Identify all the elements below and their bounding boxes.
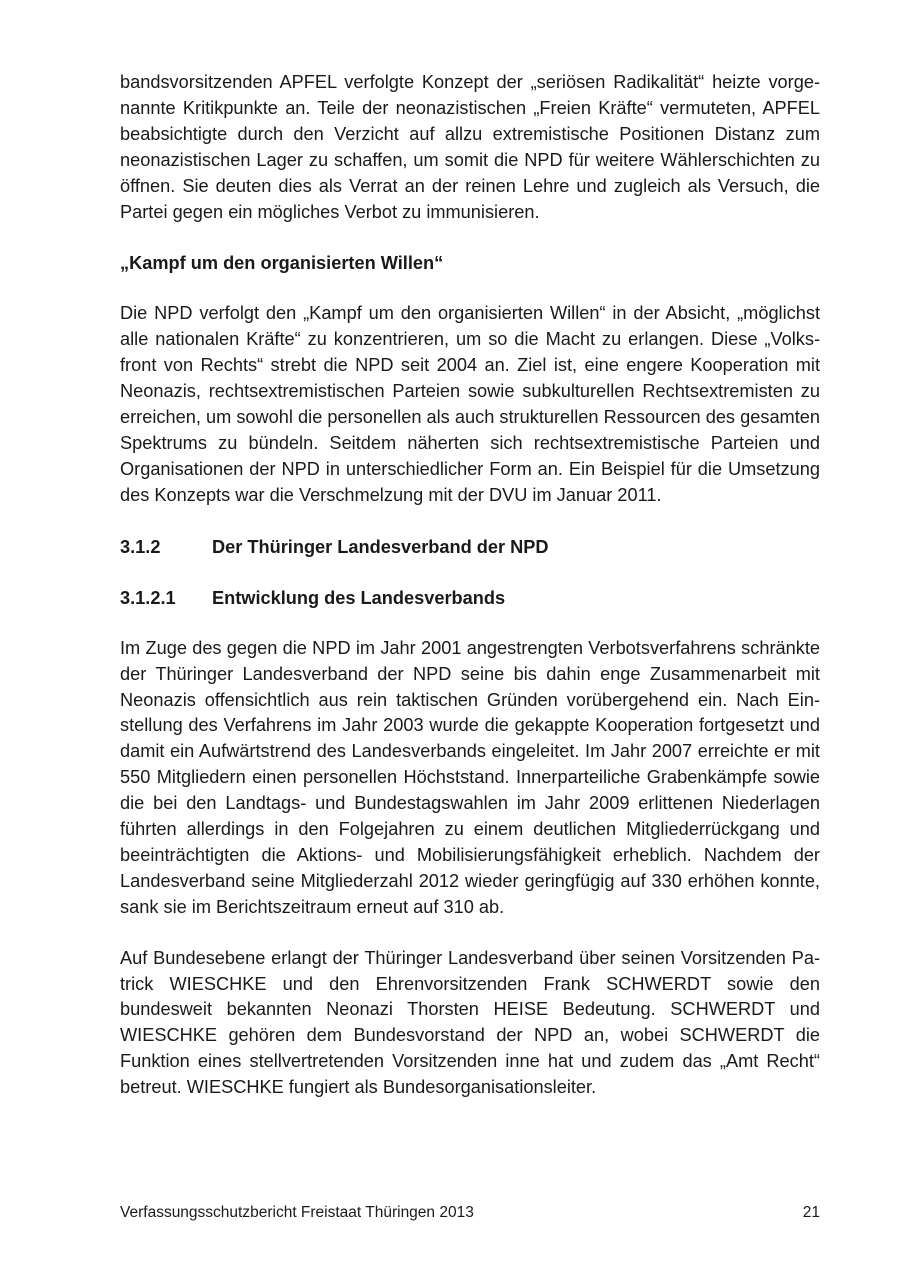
section-title: Entwicklung des Landesverbands <box>212 587 506 608</box>
page-footer <box>120 1203 820 1223</box>
section-title: Der Thüringer Landesverband der NPD <box>212 536 549 557</box>
page-content <box>120 70 820 1101</box>
paragraph-apfel-konzept: bandsvorsitzenden APFEL verfolgte Konzept der „seriösen Radikalität“ heizte vorgenannte Kritikpunkte an. Teile der neonazistischen „Freien Kräfte“ vermuteten, APFEL beabsichtigte durch den Verzicht auf allzu extremistische Positionen Distanz zum neonazistischen Lager zu schaffen, um somit die NPD für weitere Wählerschichten zu öffnen. Sie deuten dies als Verrat an der reinen Lehre und zugleich als Versuch, die Partei gegen ein mögliches Verbot zu immunisieren. <box>120 72 820 222</box>
page-number: 21 <box>802 1204 820 1221</box>
paragraph-volksfront-von-rechts: Die NPD verfolgt den „Kampf um den organisierten Willen“ in der Absicht, „möglichst alle nationalen Kräfte“ zu konzentrieren, um so die Macht zu erlangen. Diese „Volksfront von Rechts“ strebt die NPD seit 2004 an. Ziel ist, eine engere Kooperation mit Neonazis, rechtsextremistischen Parteien sowie subkulturellen Rechtsextremisten zu erreichen, um sowohl die personellen als auch strukturellen Ressourcen des gesamten Spektrums zu bündeln. Seitdem näherten sich rechtsextremistische Parteien und Organisationen der NPD in unterschiedlicher Form an. Ein Beispiel für die Umsetzung des Konzepts war die Verschmelzung mit der DVU im Januar 2011. <box>120 303 820 505</box>
footer-publication-title: Verfassungsschutzbericht Freistaat Thüringen 2013 <box>120 1204 474 1221</box>
section-number: 3.1.2 <box>120 536 161 557</box>
subheading-kampf-um-den-organisierten-willen: „Kampf um den organisierten Willen“ <box>120 253 444 274</box>
paragraph-bundesebene: Auf Bundesebene erlangt der Thüringer Landesverband über seinen Vorsitzenden Patrick WIESCHKE und den Ehrenvorsitzenden Frank SCHWERDT sowie den bundesweit bekannten Neonazi Thorsten HEISE Bedeutung. SCHWERDT und WIESCHKE gehören dem Bundesvorstand der NPD an, wobei SCHWERDT die Funktion eines stellvertretenden Vorsitzenden inne hat und zudem das „Amt Recht“ betreut. WIESCHKE fungiert als Bundesorganisationsleiter. <box>120 947 820 1098</box>
section-heading-3-1-2-1 <box>120 585 820 611</box>
section-number: 3.1.2.1 <box>120 587 176 608</box>
section-heading-3-1-2 <box>120 534 820 560</box>
paragraph-entwicklung-landesverband: Im Zuge des gegen die NPD im Jahr 2001 angestrengten Verbotsverfahrens schränkte der Thüringer Landesverband der NPD seine bis dahin enge Zusammenarbeit mit Neonazis offensichtlich aus rein taktischen Gründen vorübergehend ein. Nach Einstellung des Verfahrens im Jahr 2003 wurde die gekappte Kooperation fortgesetzt und damit ein Aufwärtstrend des Landesverbands eingeleitet. Im Jahr 2007 erreichte er mit 550 Mitgliedern einen personellen Höchststand. Innerparteiliche Grabenkämpfe sowie die bei den Landtags- und Bundestagswahlen im Jahr 2009 erlittenen Niederlagen führten allerdings in den Folgejahren zu einem deutlichen Mitgliederrückgang und beeinträchtigten die Aktions- und Mobilisierungsfähigkeit erheblich. Nachdem der Landesverband seine Mitgliederzahl 2012 wieder geringfügig auf 330 erhöhen konnte, sank sie im Berichtszeitraum erneut auf 310 ab. <box>120 637 820 917</box>
